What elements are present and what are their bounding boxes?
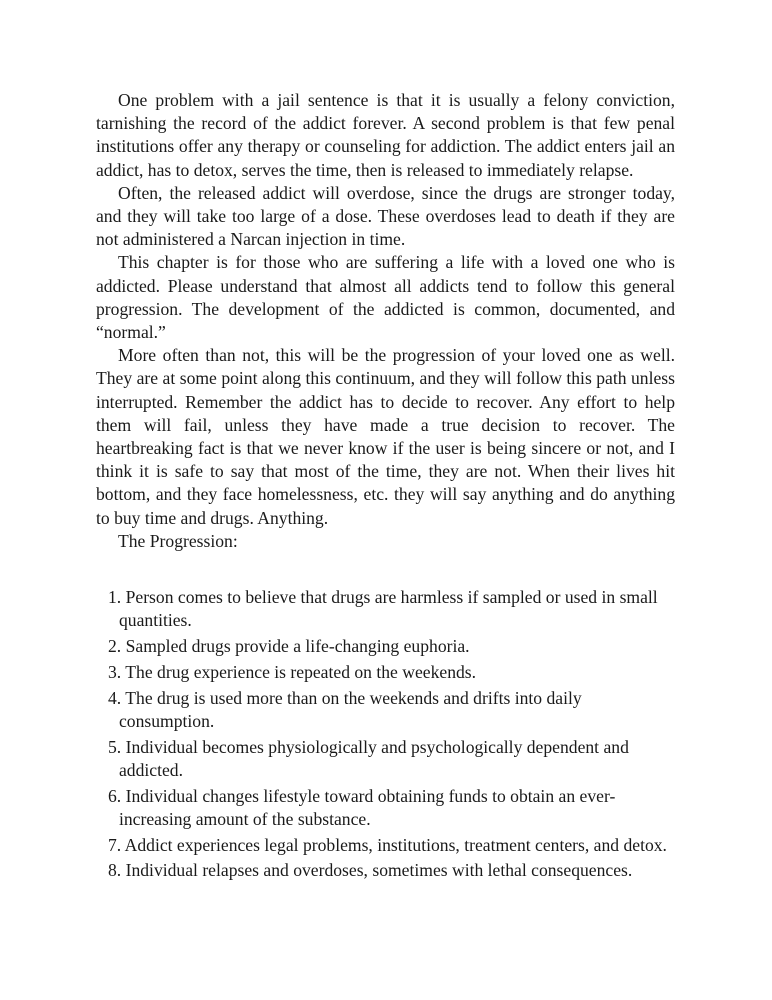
list-heading: The Progression: (118, 530, 238, 551)
list-item-text: The drug experience is repeated on the weekends. (125, 661, 477, 682)
paragraph-jail-sentence: One problem with a jail sentence is that it is usually a felony conviction, tarnishing the record of the addict forever. A second problem is that few penal institutions offer any therapy or counseling for addiction. The addict enters jail an addict, has to detox, serves the time, then is released to immediately relapse. (96, 90, 675, 180)
list-item (108, 586, 676, 632)
list-item (108, 687, 676, 733)
list-item-number: 5. (108, 736, 122, 757)
list-item (108, 785, 676, 831)
list-item-number: 8. (108, 860, 122, 881)
list-item (108, 859, 676, 882)
list-item-number: 1. (108, 587, 122, 607)
list-item-text: Individual relapses and overdoses, sometimes with lethal consequences. (125, 860, 633, 881)
list-item (108, 736, 676, 782)
list-item-text: Addict experiences legal problems, institutions, treatment centers, and detox. (124, 834, 667, 855)
list-item (108, 661, 676, 684)
paragraph-overdose: Often, the released addict will overdose, since the drugs are stronger today, and they will take too large of a dose. These overdoses lead to death if they are not administered a Narcan injection in time. (96, 182, 675, 250)
list-item-number: 4. (108, 687, 122, 708)
list-item (108, 834, 676, 857)
list-item-text: The drug is used more than on the weekends and drifts into daily consumption. (119, 687, 582, 731)
list-item-number: 3. (108, 661, 122, 682)
list-item-number: 6. (108, 785, 122, 806)
body-text (96, 89, 675, 553)
list-item (108, 635, 676, 658)
list-item-text: Individual changes lifestyle toward obtaining funds to obtain an ever-increasing amount of the substance. (119, 785, 616, 829)
paragraph-progression-intro: More often than not, this will be the progression of your loved one as well. They are at some point along this continuum, and they will follow this path unless interrupted. Remember the addict has to decide to recover. Any effort to help them will fail, unless they have made a true decision to recover. The heartbreaking fact is that we never know if the user is being sincere or not, and I think it is safe to say that most of the time, they are not. When their lives hit bottom, and they face homelessness, etc. they will say anything and do anything to buy time and drugs. Anything. (96, 345, 675, 528)
list-item-number: 2. (108, 636, 122, 656)
progression-list (108, 586, 676, 885)
list-item-number: 7. (108, 834, 122, 855)
list-item-text: Sampled drugs provide a life-changing euphoria. (125, 636, 470, 656)
paragraph-chapter-purpose: This chapter is for those who are suffering a life with a loved one who is addicted. Please understand that almost all addicts tend to follow this general progression. The development of the addicted is common, documented, and “normal.” (96, 252, 675, 343)
list-item-text: Person comes to believe that drugs are harmless if sampled or used in small quantities. (119, 587, 658, 631)
list-item-text: Individual becomes physiologically and psychologically dependent and addicted. (119, 736, 629, 780)
